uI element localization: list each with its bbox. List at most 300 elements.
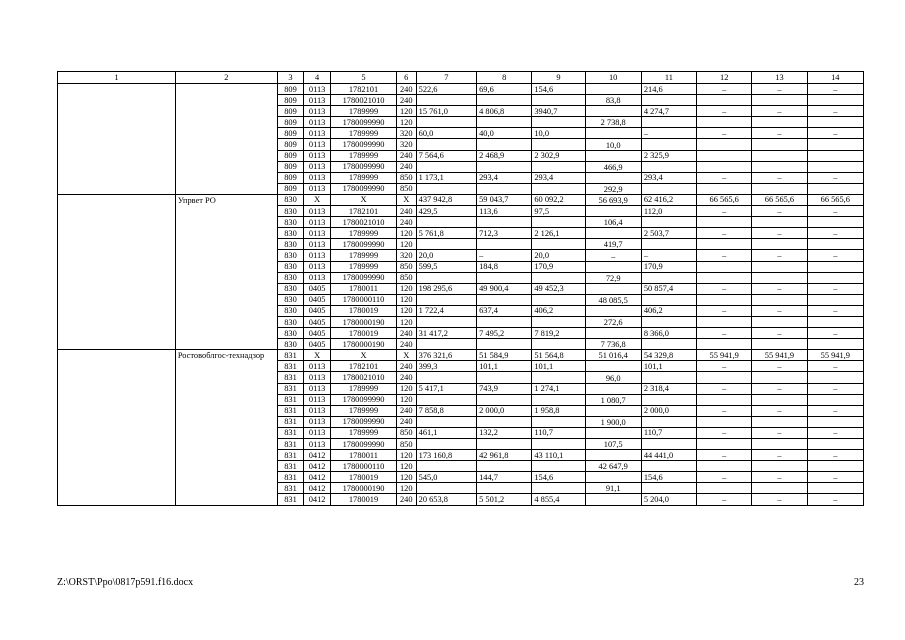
table-cell: 809 (277, 84, 303, 95)
table-cell: – (697, 427, 752, 438)
table-cell (752, 416, 807, 427)
table-cell: 1782101 (331, 206, 397, 217)
table-cell: 0412 (304, 450, 331, 461)
table-cell: Х (396, 194, 416, 205)
table-cell (697, 483, 752, 494)
table-cell: – (807, 206, 863, 217)
table-cell (585, 361, 641, 372)
table-cell (532, 272, 585, 283)
table-cell (532, 239, 585, 250)
table-cell: 96,0 (585, 372, 641, 383)
table-cell: 830 (277, 228, 303, 239)
column-header: 12 (697, 72, 752, 84)
table-cell: – (752, 472, 807, 483)
table-cell (416, 294, 476, 305)
table-cell: 1 173,1 (416, 172, 476, 183)
table-cell (416, 483, 476, 494)
table-cell (752, 150, 807, 161)
table-cell: 292,9 (585, 183, 641, 194)
table-cell: – (585, 250, 641, 261)
table-cell (532, 394, 585, 405)
table-cell: Х (331, 350, 397, 361)
table-cell: 5 417,1 (416, 383, 476, 394)
table-cell: 1780000110 (331, 294, 397, 305)
table-cell: – (752, 405, 807, 416)
table-cell: 44 441,0 (641, 450, 696, 461)
table-cell: 1789999 (331, 261, 397, 272)
table-cell (807, 139, 863, 150)
table-cell: 113,6 (477, 206, 532, 217)
table-cell: 7 495,2 (477, 328, 532, 339)
table-cell: 120 (396, 305, 416, 316)
column-header: 4 (304, 72, 331, 84)
table-cell (641, 239, 696, 250)
table-cell: 830 (277, 283, 303, 294)
table-cell: – (752, 128, 807, 139)
table-cell (752, 261, 807, 272)
table-cell: 2 325,9 (641, 150, 696, 161)
table-cell (641, 372, 696, 383)
table-cell: 850 (396, 439, 416, 450)
table-cell (697, 95, 752, 106)
table-cell: 154,6 (532, 472, 585, 483)
table-cell (641, 217, 696, 228)
table-cell: 1780019 (331, 305, 397, 316)
table-row (58, 350, 864, 361)
table-cell (477, 183, 532, 194)
table-cell (752, 372, 807, 383)
table-cell (477, 439, 532, 450)
table-cell: 120 (396, 461, 416, 472)
table-cell: 831 (277, 416, 303, 427)
table-cell (532, 372, 585, 383)
table-cell (585, 128, 641, 139)
table-cell (807, 239, 863, 250)
table-cell: 830 (277, 239, 303, 250)
table-cell: Х (304, 194, 331, 205)
table-cell: 55 941,9 (697, 350, 752, 361)
table-cell (477, 117, 532, 128)
table-cell: 51 564,8 (532, 350, 585, 361)
table-cell: 72,9 (585, 272, 641, 283)
table-cell: 1789999 (331, 250, 397, 261)
table-cell: 0412 (304, 461, 331, 472)
table-cell (416, 117, 476, 128)
table-cell: 1780019 (331, 472, 397, 483)
table-cell (807, 95, 863, 106)
table-cell: 0113 (304, 84, 331, 95)
table-cell: 293,4 (532, 172, 585, 183)
table-cell: – (641, 128, 696, 139)
table-cell: 320 (396, 250, 416, 261)
table-cell (416, 139, 476, 150)
row-label-cell (58, 194, 176, 349)
table-cell: 743,9 (477, 383, 532, 394)
table-cell (416, 439, 476, 450)
table-cell: 20,0 (532, 250, 585, 261)
table-cell: 830 (277, 194, 303, 205)
table-cell: 198 295,6 (416, 283, 476, 294)
table-cell: 120 (396, 228, 416, 239)
table-cell: 0113 (304, 161, 331, 172)
table-cell: 4 274,7 (641, 106, 696, 117)
table-cell: – (807, 228, 863, 239)
table-cell (697, 117, 752, 128)
table-cell: Х (304, 350, 331, 361)
table-cell: 120 (396, 283, 416, 294)
table-cell: 132,2 (477, 427, 532, 438)
table-cell: Х (396, 350, 416, 361)
table-cell: 831 (277, 439, 303, 450)
table-cell (532, 316, 585, 327)
table-cell: – (807, 361, 863, 372)
table-cell: 10,0 (532, 128, 585, 139)
table-cell: 1780099990 (331, 239, 397, 250)
table-cell (807, 161, 863, 172)
table-cell (416, 416, 476, 427)
column-header: 5 (331, 72, 397, 84)
table-cell (697, 261, 752, 272)
table-cell: 0113 (304, 272, 331, 283)
table-row (58, 84, 864, 95)
table-cell (641, 439, 696, 450)
table-cell: 850 (396, 183, 416, 194)
table-cell: 120 (396, 294, 416, 305)
column-header: 6 (396, 72, 416, 84)
table-cell: 1780099990 (331, 183, 397, 194)
table-cell: 1780000190 (331, 316, 397, 327)
table-cell (641, 461, 696, 472)
table-cell: 20,0 (416, 250, 476, 261)
table-cell (752, 483, 807, 494)
table-cell (585, 494, 641, 505)
table-cell: 2 738,8 (585, 117, 641, 128)
table-cell: 1780021010 (331, 217, 397, 228)
table-cell: 107,5 (585, 439, 641, 450)
table-cell (477, 139, 532, 150)
table-cell: 0405 (304, 328, 331, 339)
table-cell (807, 416, 863, 427)
table-cell (697, 183, 752, 194)
table-cell: 110,7 (532, 427, 585, 438)
table-row (58, 194, 864, 205)
table-cell: 101,1 (641, 361, 696, 372)
table-cell (477, 483, 532, 494)
table-cell: 0113 (304, 261, 331, 272)
table-cell (416, 339, 476, 350)
table-cell (807, 439, 863, 450)
table-cell (807, 394, 863, 405)
table-cell (585, 305, 641, 316)
table-cell: 1780099990 (331, 416, 397, 427)
table-cell (585, 106, 641, 117)
table-cell: 830 (277, 217, 303, 228)
table-cell: 31 417,2 (416, 328, 476, 339)
table-cell: 83,8 (585, 95, 641, 106)
table-cell (697, 294, 752, 305)
table-cell (752, 161, 807, 172)
table-cell: 2 302,9 (532, 150, 585, 161)
table-cell: 1780099990 (331, 139, 397, 150)
table-cell (585, 328, 641, 339)
table-cell (585, 84, 641, 95)
table-cell: 170,9 (641, 261, 696, 272)
table-cell: 1780099990 (331, 161, 397, 172)
table-cell: 830 (277, 294, 303, 305)
table-cell: 809 (277, 161, 303, 172)
table-cell: 2 503,7 (641, 228, 696, 239)
table-cell: Х (331, 194, 397, 205)
table-cell: 850 (396, 427, 416, 438)
table-cell: 1 274,1 (532, 383, 585, 394)
table-cell (585, 405, 641, 416)
table-cell: 1782101 (331, 84, 397, 95)
table-cell: – (697, 172, 752, 183)
table-cell: – (752, 383, 807, 394)
table-cell: 0113 (304, 217, 331, 228)
table-cell: 66 565,6 (807, 194, 863, 205)
table-cell: 106,4 (585, 217, 641, 228)
table-cell: – (807, 494, 863, 505)
table-cell (477, 239, 532, 250)
table-cell: 120 (396, 472, 416, 483)
table-cell: – (807, 427, 863, 438)
table-cell (416, 394, 476, 405)
table-cell: 0113 (304, 416, 331, 427)
table-cell: 2 000,0 (641, 405, 696, 416)
table-cell (697, 461, 752, 472)
table-cell: 120 (396, 394, 416, 405)
table-cell: – (807, 405, 863, 416)
table-cell (532, 416, 585, 427)
table-cell: 0405 (304, 283, 331, 294)
table-cell: 1780011 (331, 283, 397, 294)
table-cell: 240 (396, 95, 416, 106)
table-cell (807, 183, 863, 194)
table-cell: 240 (396, 206, 416, 217)
table-cell: 0412 (304, 494, 331, 505)
table-cell (752, 95, 807, 106)
table-cell (697, 372, 752, 383)
table-cell (641, 183, 696, 194)
table-cell: – (807, 172, 863, 183)
table-cell: 1 722,4 (416, 305, 476, 316)
table-cell: 5 204,0 (641, 494, 696, 505)
table-cell: 1780019 (331, 328, 397, 339)
table-cell (641, 161, 696, 172)
table-cell: – (752, 228, 807, 239)
table-cell: 1 900,0 (585, 416, 641, 427)
table-cell: 7 819,2 (532, 328, 585, 339)
table-cell: 120 (396, 106, 416, 117)
table-cell: 830 (277, 316, 303, 327)
table-cell: 1780021010 (331, 372, 397, 383)
table-cell: 60 092,2 (532, 194, 585, 205)
table-cell: 7 564,6 (416, 150, 476, 161)
table-cell (807, 261, 863, 272)
table-cell: – (697, 128, 752, 139)
table-cell (752, 239, 807, 250)
table-cell: 1789999 (331, 128, 397, 139)
table-cell: 0113 (304, 139, 331, 150)
table-cell: 51 584,9 (477, 350, 532, 361)
table-cell (641, 339, 696, 350)
table-cell: 240 (396, 361, 416, 372)
table-cell (532, 117, 585, 128)
table-cell: – (752, 494, 807, 505)
table-cell: 419,7 (585, 239, 641, 250)
table-cell: 173 160,8 (416, 450, 476, 461)
column-header: 10 (585, 72, 641, 84)
table-cell (477, 372, 532, 383)
table-cell: 240 (396, 405, 416, 416)
table-cell: 831 (277, 350, 303, 361)
table-cell (477, 461, 532, 472)
table-cell (752, 117, 807, 128)
table-cell: 4 855,4 (532, 494, 585, 505)
table-cell: – (807, 472, 863, 483)
table-cell (416, 239, 476, 250)
table-cell (697, 150, 752, 161)
table-cell: – (807, 84, 863, 95)
table-cell: 1780099990 (331, 117, 397, 128)
table-cell: 1789999 (331, 106, 397, 117)
table-cell: 399,3 (416, 361, 476, 372)
table-cell: 429,5 (416, 206, 476, 217)
table-cell: 0405 (304, 339, 331, 350)
table-cell: 49 452,3 (532, 283, 585, 294)
table-cell (532, 183, 585, 194)
table-cell: 15 761,0 (416, 106, 476, 117)
organization-name: Упрвет РО (175, 194, 277, 349)
table-cell (416, 316, 476, 327)
table-cell: 809 (277, 172, 303, 183)
table-cell: 831 (277, 405, 303, 416)
table-cell: 1780000190 (331, 339, 397, 350)
column-header: 13 (752, 72, 807, 84)
table-cell: 42 961,8 (477, 450, 532, 461)
table-cell: 809 (277, 117, 303, 128)
table-cell (532, 95, 585, 106)
table-cell (585, 228, 641, 239)
column-header: 14 (807, 72, 863, 84)
table-cell: 272,6 (585, 316, 641, 327)
table-cell: 0113 (304, 172, 331, 183)
table-cell (532, 139, 585, 150)
table-cell (697, 416, 752, 427)
table-cell: 59 043,7 (477, 194, 532, 205)
table-cell: 144,7 (477, 472, 532, 483)
table-cell: 831 (277, 427, 303, 438)
table-cell (641, 416, 696, 427)
table-cell: 1789999 (331, 383, 397, 394)
table-cell (807, 294, 863, 305)
table-cell (585, 383, 641, 394)
table-cell: 831 (277, 472, 303, 483)
table-cell: 830 (277, 261, 303, 272)
table-cell: – (697, 361, 752, 372)
table-cell: 43 110,1 (532, 450, 585, 461)
table-cell: 320 (396, 128, 416, 139)
table-cell: 0113 (304, 372, 331, 383)
table-cell: 0113 (304, 439, 331, 450)
table-cell: 120 (396, 316, 416, 327)
table-cell: 376 321,6 (416, 350, 476, 361)
table-cell: 1780099990 (331, 439, 397, 450)
table-cell: – (752, 84, 807, 95)
table-cell (752, 461, 807, 472)
table-cell (585, 261, 641, 272)
table-cell: 406,2 (641, 305, 696, 316)
table-cell: 56 693,9 (585, 194, 641, 205)
table-cell: 5 501,2 (477, 494, 532, 505)
table-cell: 240 (396, 416, 416, 427)
table-cell: – (752, 361, 807, 372)
table-cell: – (752, 206, 807, 217)
table-cell: – (752, 250, 807, 261)
table-cell: 120 (396, 483, 416, 494)
table-cell: 240 (396, 339, 416, 350)
table-cell: 830 (277, 328, 303, 339)
table-cell: 0113 (304, 250, 331, 261)
table-cell: 1 958,8 (532, 405, 585, 416)
table-cell (585, 472, 641, 483)
table-cell (477, 294, 532, 305)
column-header: 8 (477, 72, 532, 84)
table-cell: 850 (396, 272, 416, 283)
table-cell: 214,6 (641, 84, 696, 95)
table-cell (697, 394, 752, 405)
table-cell: 830 (277, 305, 303, 316)
table-cell (416, 461, 476, 472)
table-cell: – (807, 328, 863, 339)
table-cell: 240 (396, 217, 416, 228)
table-cell (585, 283, 641, 294)
table-cell: 0113 (304, 117, 331, 128)
table-cell: 0113 (304, 228, 331, 239)
table-cell: 1789999 (331, 150, 397, 161)
column-header: 1 (58, 72, 176, 84)
table-cell: 60,0 (416, 128, 476, 139)
table-cell: 112,0 (641, 206, 696, 217)
table-cell (532, 461, 585, 472)
table-cell: 293,4 (641, 172, 696, 183)
table-cell (697, 239, 752, 250)
table-cell: – (752, 450, 807, 461)
table-cell: 1780000110 (331, 461, 397, 472)
table-cell: 49 900,4 (477, 283, 532, 294)
table-cell: 240 (396, 328, 416, 339)
table-cell: 0113 (304, 150, 331, 161)
table-cell: – (807, 128, 863, 139)
table-cell: 599,5 (416, 261, 476, 272)
table-cell: 3940,7 (532, 106, 585, 117)
table-cell: 466,9 (585, 161, 641, 172)
table-cell: – (697, 494, 752, 505)
table-cell: 461,1 (416, 427, 476, 438)
table-cell: 831 (277, 383, 303, 394)
table-cell: – (697, 305, 752, 316)
table-cell: 120 (396, 450, 416, 461)
table-cell: 154,6 (641, 472, 696, 483)
column-header: 7 (416, 72, 476, 84)
table-cell: 4 806,8 (477, 106, 532, 117)
table-cell: 62 416,2 (641, 194, 696, 205)
table-cell: 2 126,1 (532, 228, 585, 239)
table-cell (697, 316, 752, 327)
table-cell: 850 (396, 261, 416, 272)
table-cell (752, 217, 807, 228)
